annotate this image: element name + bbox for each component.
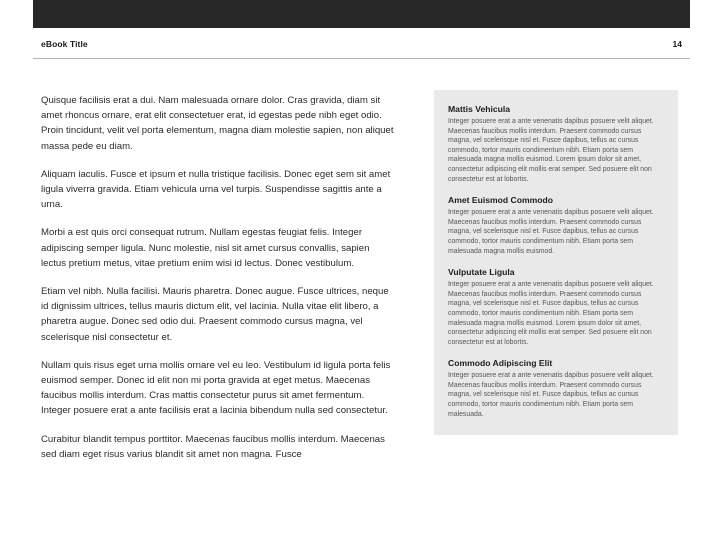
body-paragraph: Etiam vel nibh. Nulla facilisi. Mauris pharetra. Donec augue. Fusce ultrices, neque id dignissim ultrices, tellus mauris dictum elit, vel lacinia. Nulla vitae elit libero, a pharetra augue. Donec sed odio dui. Praesent commodo cursus magna, vel scelerisque nisl consectetur et. <box>41 286 389 343</box>
body-paragraph: Nullam quis risus eget urna mollis ornare vel eu leo. Vestibulum id ligula porta felis euismod semper. Donec id elit non mi porta gravida at eget metus. Maecenas faucibus mollis interdum. Cras mattis consectetur purus sit amet fermentum. Integer posuere erat a ante facilisis erat a lacinia bibendum nulla sed consectetur. <box>41 359 391 417</box>
running-header <box>41 39 682 49</box>
sidebar-section-body: Integer posuere erat a ante venenatis dapibus posuere velit aliquet. Maecenas faucibus mollis interdum. Praesent commodo cursus magna, vel scelerisque nisl et. Fusce dapibus, tellus ac cursus commodo, tortor mauris condimentum nibh. Etiam porta sem malesuada magna mollis euismod. Lorem ipsum dolor sit amet, consectetur adipiscing elit mollis erat semper. Sed posuere elit non consectetur est at lobortis. <box>448 118 654 183</box>
page-number: 14 <box>672 39 682 49</box>
body-paragraph: Morbi a est quis orci consequat rutrum. Nullam egestas feugiat felis. Integer adipiscing semper ligula. Nunc molestie, nisl sit amet cursus convallis, sapien lectus pretium metus, vitae pretium enim wisi id lectus. Donec vestibulum. <box>41 227 370 269</box>
header-divider <box>33 58 690 59</box>
sidebar-panel <box>434 90 678 435</box>
sidebar-section <box>448 267 664 347</box>
sidebar-section-heading: Commodo Adipiscing Elit <box>448 358 553 369</box>
sidebar-section-heading: Amet Euismod Commodo <box>448 195 554 206</box>
main-text-column <box>41 93 396 462</box>
sidebar-section-body: Integer posuere erat a ante venenatis dapibus posuere velit aliquet. Maecenas faucibus mollis interdum. Praesent commodo cursus magna, vel scelerisque nisl et. Fusce dapibus, tellus ac cursus commodo, tortor mauris condimentum nibh. Etiam porta sem malesuada magna mollis euismod. Lorem ipsum dolor sit amet, consectetur adipiscing elit mollis erat semper. Sed posuere elit non consectetur est at lobortis. <box>448 281 654 346</box>
page-top-bar <box>33 0 690 28</box>
sidebar-section-heading: Mattis Vehicula <box>448 104 511 114</box>
sidebar-section-body: Integer posuere erat a ante venenatis dapibus posuere velit aliquet. Maecenas faucibus mollis interdum. Praesent commodo cursus magna, vel scelerisque nisl et. Fusce dapibus, tellus ac cursus commodo, tortor mauris condimentum nibh. Etiam porta sem malesuada magna mollis euismod. <box>448 209 654 255</box>
body-paragraph: Quisque facilisis erat a dui. Nam malesuada ornare dolor. Cras gravida, diam sit amet rhoncus ornare, erat elit consectetuer erat, id egestas pede nibh eget odio. Proin tincidunt, velit vel porta elementum, magna diam molestie sapien, non aliquet massa pede eu diam. <box>41 95 394 152</box>
page-title: eBook Title <box>41 39 88 49</box>
page-content <box>33 90 690 510</box>
sidebar-section <box>448 195 664 256</box>
sidebar-section <box>448 358 664 419</box>
body-paragraph: Aliquam iaculis. Fusce et ipsum et nulla tristique facilisis. Donec eget sem sit amet ligula viverra gravida. Etiam vehicula urna vel turpis. Suspendisse sagittis ante a urna. <box>41 168 391 211</box>
body-paragraph: Curabitur blandit tempus porttitor. Maecenas faucibus mollis interdum. Maecenas sed diam eget risus varius blandit sit amet non magna. Fusce <box>41 433 385 460</box>
sidebar-section-heading: Vulputate Ligula <box>448 267 515 278</box>
sidebar-section <box>448 104 664 184</box>
sidebar-section-body: Integer posuere erat a ante venenatis dapibus posuere velit aliquet. Maecenas faucibus mollis interdum. Praesent commodo cursus magna, vel scelerisque nisl et. Fusce dapibus, tellus ac cursus commodo, tortor mauris condimentum nibh. Etiam porta sem malesuada. <box>448 372 654 418</box>
